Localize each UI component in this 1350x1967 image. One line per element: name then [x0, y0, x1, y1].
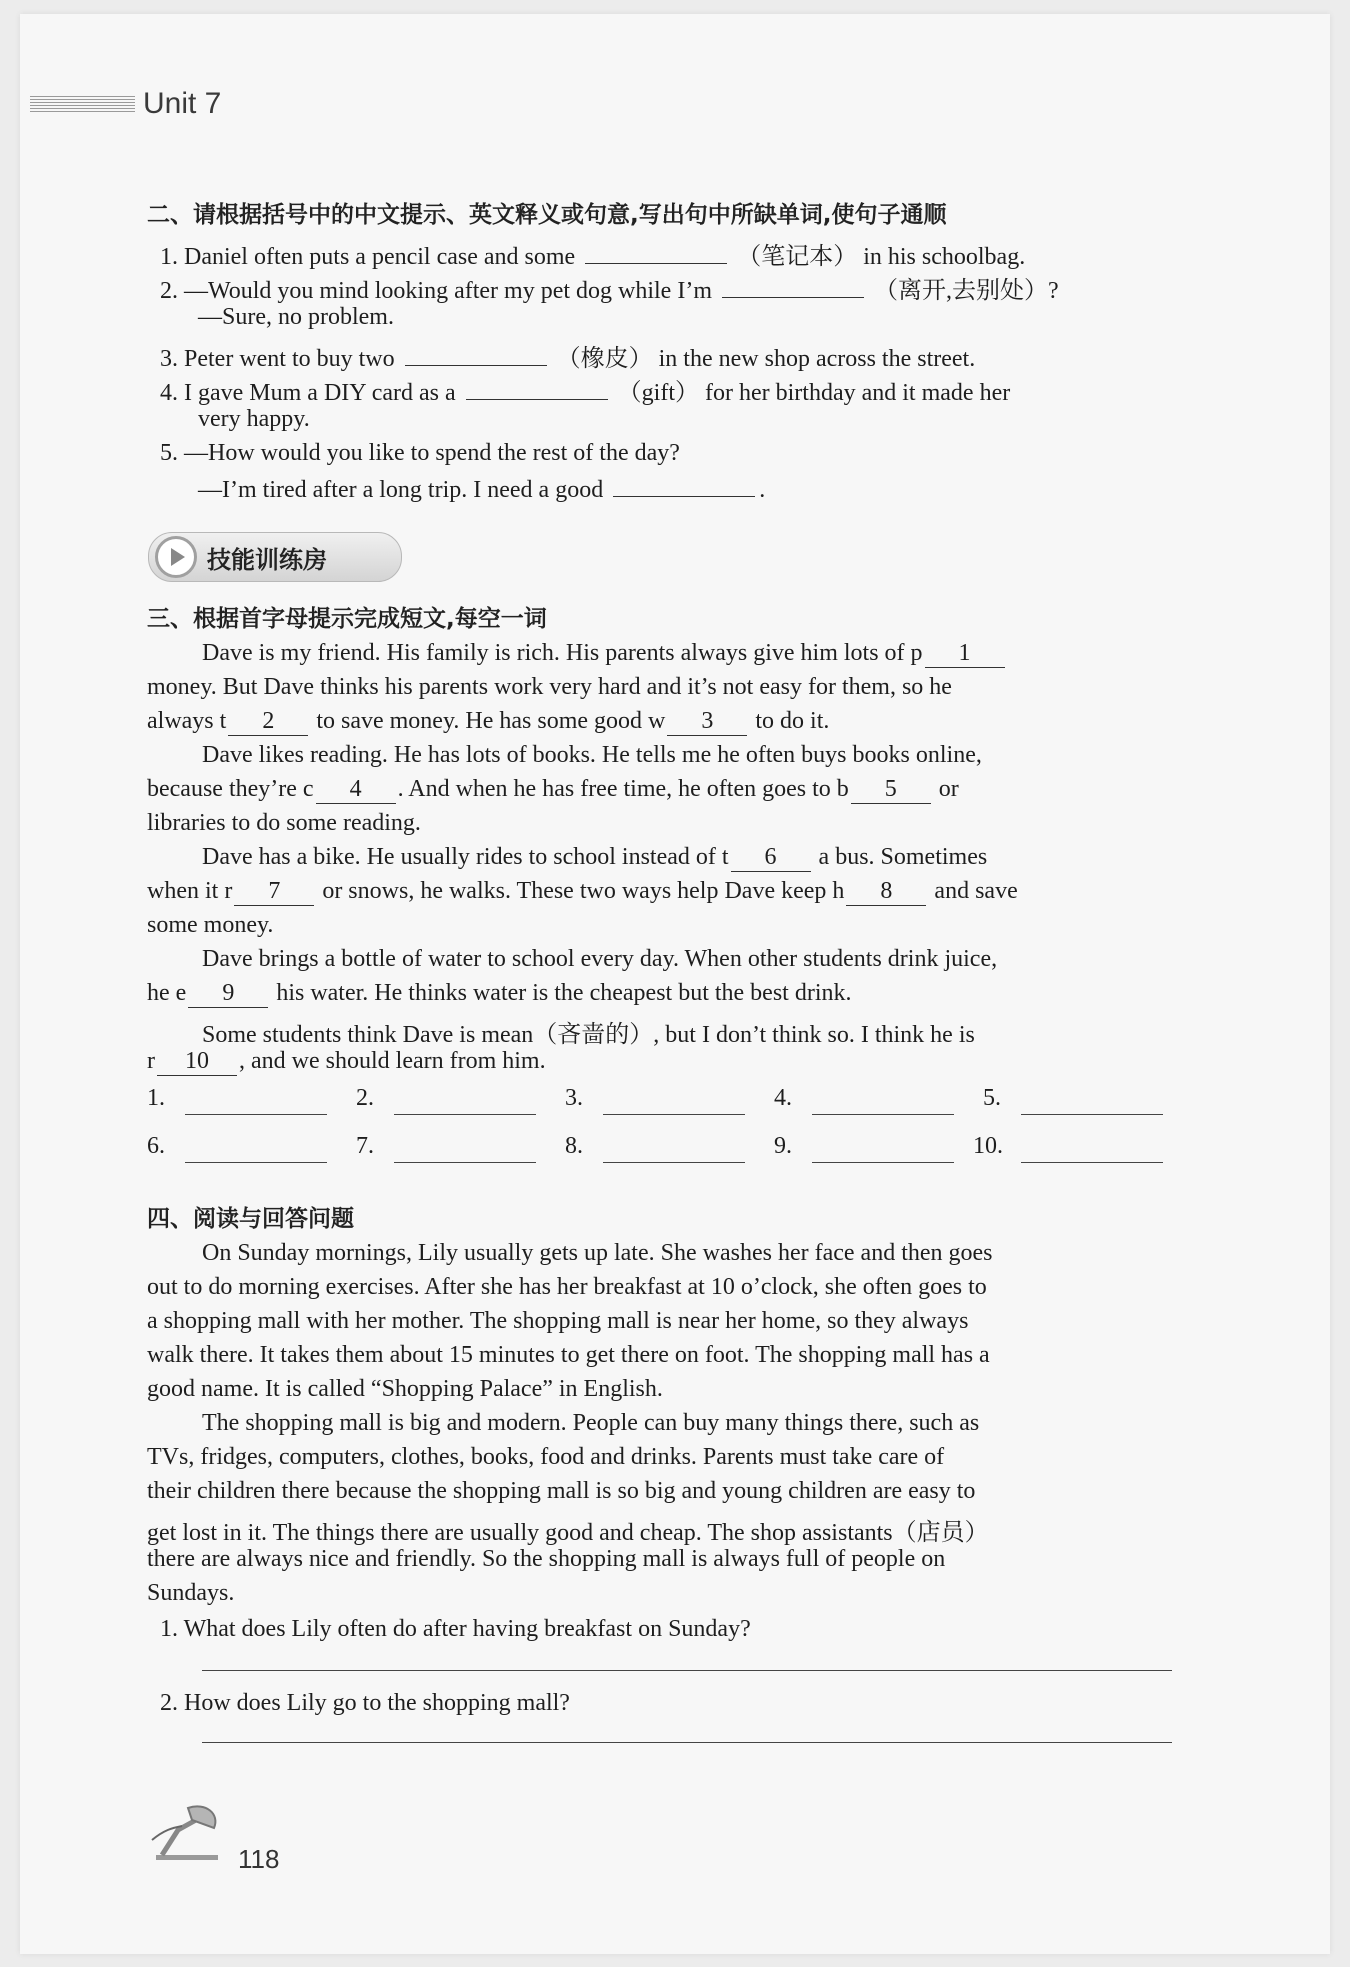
question-1-answer-line[interactable] [202, 1670, 1172, 1671]
answer-blank[interactable] [466, 377, 608, 400]
s3-line-10: Dave brings a bottle of water to school every day. When other students drink juice, [202, 946, 998, 972]
s3-line-8: when it r 7 or snows, he walks. These two ways help Dave keep h 8 and save [147, 878, 1018, 904]
answer-line[interactable] [812, 1162, 954, 1163]
s4-line-11: Sundays. [147, 1580, 235, 1606]
cloze-blank[interactable]: 2 [228, 708, 308, 736]
question-1: 1. What does Lily often do after having breakfast on Sunday? [160, 1616, 751, 1642]
s2-item-3: 3. Peter went to buy two （橡皮） in the new shop across the street. [160, 338, 975, 373]
s2-item-4-cont: very happy. [198, 406, 310, 432]
s3-line-2: money. But Dave thinks his parents work very hard and it’s not easy for them, so he [147, 674, 952, 700]
s4-line-10: there are always nice and friendly. So the shopping mall is always full of people on [147, 1546, 946, 1572]
answer-blank[interactable] [405, 343, 547, 366]
answer-line[interactable] [1021, 1114, 1163, 1115]
header-decoration [30, 96, 135, 112]
skill-label: 技能训练房 [207, 545, 327, 574]
section2-title: 二、请根据括号中的中文提示、英文释义或句意,写出句中所缺单词,使句子通顺 [147, 202, 947, 228]
workbook-page [20, 14, 1330, 1954]
answer-label: 2. [356, 1085, 374, 1111]
s3-line-7: Dave has a bike. He usually rides to school instead of t 6 a bus. Sometimes [202, 844, 988, 870]
answer-label: 1. [147, 1085, 165, 1111]
s3-line-4: Dave likes reading. He has lots of books. He tells me he often buys books online, [202, 742, 982, 768]
s4-line-5: good name. It is called “Shopping Palace” in English. [147, 1376, 663, 1402]
s4-line-4: walk there. It takes them about 15 minutes to get there on foot. The shopping mall has a [147, 1342, 990, 1368]
answer-line[interactable] [185, 1162, 327, 1163]
question-2: 2. How does Lily go to the shopping mall? [160, 1690, 570, 1716]
s2-item-2-cont: —Sure, no problem. [198, 304, 394, 330]
section3-title: 三、根据首字母提示完成短文,每空一词 [147, 606, 547, 632]
answer-line[interactable] [1021, 1162, 1163, 1163]
answer-label: 4. [774, 1085, 792, 1111]
s2-item-1: 1. Daniel often puts a pencil case and some （笔记本） in his schoolbag. [160, 236, 1025, 271]
s3-line-5: because they’re c 4 . And when he has free time, he often goes to b 5 or [147, 776, 959, 802]
s2-item-4: 4. I gave Mum a DIY card as a （gift） for her birthday and it made her [160, 372, 1010, 407]
s3-line-12: Some students think Dave is mean（吝啬的）, but I don’t think so. I think he is [202, 1022, 975, 1048]
answer-label: 7. [356, 1133, 374, 1159]
s4-line-8: their children there because the shopping mall is so big and young children are easy to [147, 1478, 976, 1504]
s4-line-9: get lost in it. The things there are usually good and cheap. The shop assistants（店员） [147, 1520, 989, 1546]
s2-item-5-cont: —I’m tired after a long trip. I need a good . [198, 474, 765, 504]
desk-lamp-icon [148, 1800, 226, 1864]
cloze-blank[interactable]: 9 [188, 980, 268, 1008]
question-2-answer-line[interactable] [202, 1742, 1172, 1743]
cloze-blank[interactable]: 7 [234, 878, 314, 906]
section4-title: 四、阅读与回答问题 [147, 1206, 354, 1232]
cloze-blank[interactable]: 6 [731, 844, 811, 872]
answer-line[interactable] [603, 1162, 745, 1163]
s4-line-6: The shopping mall is big and modern. People can buy many things there, such as [202, 1410, 980, 1436]
unit-header [30, 86, 221, 122]
s4-line-2: out to do morning exercises. After she has her breakfast at 10 o’clock, she often goes to [147, 1274, 987, 1300]
s4-line-3: a shopping mall with her mother. The shopping mall is near her home, so they always [147, 1308, 969, 1334]
s3-line-1: Dave is my friend. His family is rich. His parents always give him lots of p 1 [202, 640, 1007, 668]
answer-line[interactable] [394, 1162, 536, 1163]
play-icon [155, 536, 197, 578]
cloze-blank[interactable]: 3 [667, 708, 747, 736]
answer-line[interactable] [812, 1114, 954, 1115]
answer-blank[interactable] [585, 241, 727, 264]
cloze-blank[interactable]: 4 [316, 776, 396, 804]
answer-line[interactable] [603, 1114, 745, 1115]
answer-label: 3. [565, 1085, 583, 1111]
s3-line-13: r 10 , and we should learn from him. [147, 1048, 546, 1074]
skill-training-badge [148, 532, 402, 582]
answer-label: 5. [983, 1085, 1001, 1111]
s2-item-5: 5. —How would you like to spend the rest of the day? [160, 440, 680, 466]
answer-label: 10. [973, 1133, 1003, 1159]
answer-blank[interactable] [722, 275, 864, 298]
answer-line[interactable] [394, 1114, 536, 1115]
answer-blank[interactable] [613, 474, 755, 497]
unit-title: Unit 7 [143, 87, 222, 120]
cloze-blank[interactable]: 5 [851, 776, 931, 804]
cloze-blank[interactable]: 8 [846, 878, 926, 906]
cloze-blank[interactable]: 1 [925, 640, 1005, 668]
s4-line-7: TVs, fridges, computers, clothes, books, food and drinks. Parents must take care of [147, 1444, 945, 1470]
s3-line-9: some money. [147, 912, 274, 938]
answer-line[interactable] [185, 1114, 327, 1115]
page-number: 118 [238, 1844, 280, 1874]
answer-label: 8. [565, 1133, 583, 1159]
s3-line-11: he e 9 his water. He thinks water is the cheapest but the best drink. [147, 980, 852, 1006]
answer-label: 6. [147, 1133, 165, 1159]
s2-item-2: 2. —Would you mind looking after my pet dog while I’m （离开,去别处）? [160, 270, 1059, 305]
s3-line-3: always t 2 to save money. He has some good w 3 to do it. [147, 708, 830, 734]
cloze-blank[interactable]: 10 [157, 1048, 237, 1076]
answer-label: 9. [774, 1133, 792, 1159]
s3-line-6: libraries to do some reading. [147, 810, 421, 836]
s4-line-1: On Sunday mornings, Lily usually gets up late. She washes her face and then goes [202, 1240, 993, 1266]
